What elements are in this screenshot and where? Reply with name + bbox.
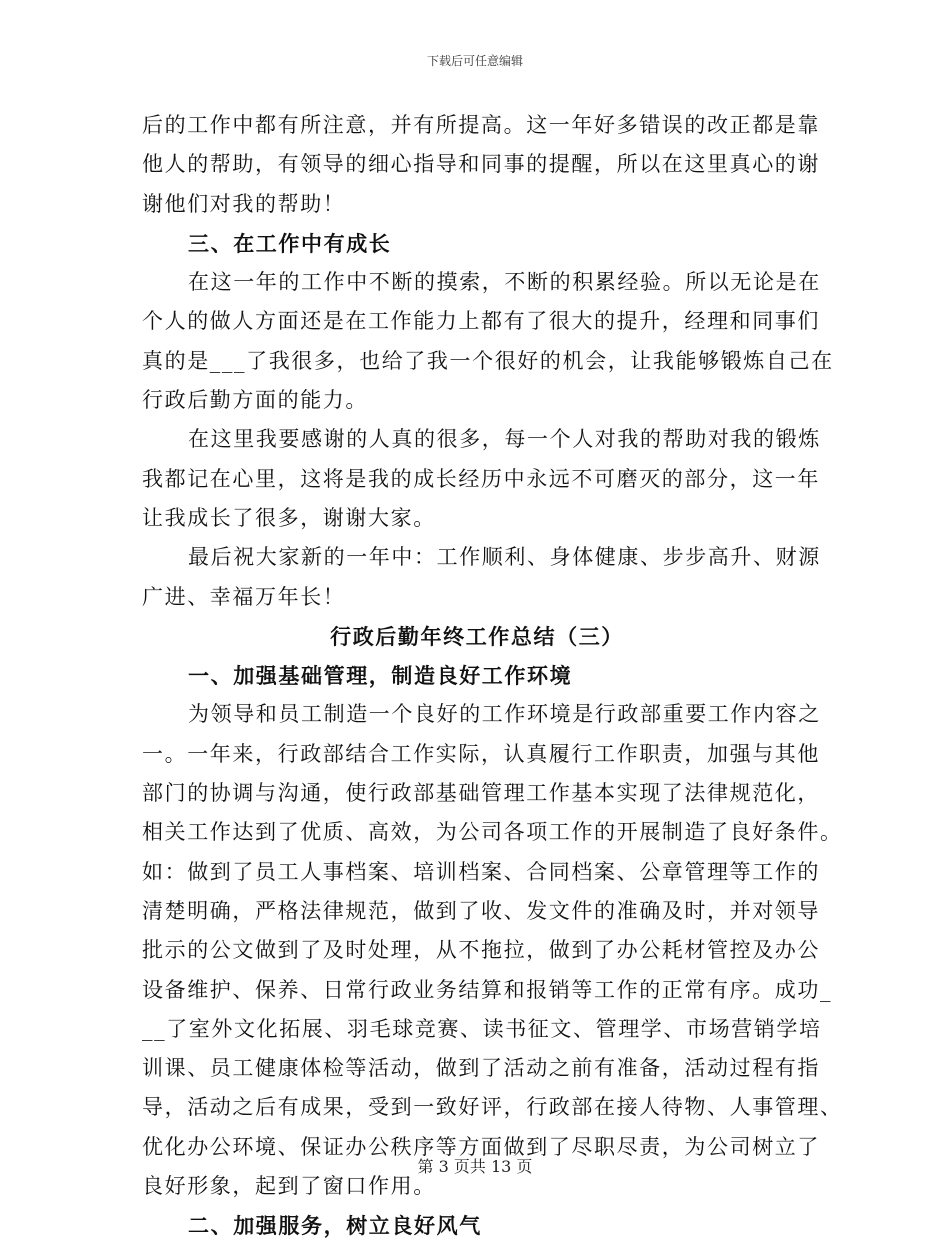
body-line: 良好形象，起到了窗口作用。 [142, 1174, 436, 1199]
body-line: 设备维护、保养、日常行政业务结算和报销等工作的正常有序。成功_ [142, 977, 833, 1002]
body-line: 真的是___了我很多，也给了我一个很好的机会，让我能够锻炼自己在 [142, 348, 834, 373]
body-line: 行政后勤方面的能力。 [142, 388, 368, 413]
body-line: 清楚明确，严格法律规范，做到了收、发文件的准确及时，并对领导 [142, 898, 820, 923]
section-heading: 三、在工作中有成长 [188, 230, 392, 256]
document-body [142, 106, 843, 1246]
body-line: 导，活动之后有成果，受到一致好评，行政部在接人待物、人事管理、 [142, 1095, 843, 1120]
body-line: 谢他们对我的帮助！ [142, 191, 346, 216]
body-line: 部门的协调与沟通，使行政部基础管理工作基本实现了法律规范化， [142, 781, 820, 806]
body-line: 让我成长了很多，谢谢大家。 [142, 505, 436, 530]
body-line: 我都记在心里，这将是我的成长经历中永远不可磨灭的部分，这一年 [142, 466, 820, 491]
section-heading: 二、加强服务，树立良好风气 [188, 1213, 482, 1239]
body-line: 为领导和员工制造一个良好的工作环境是行政部重要工作内容之 [188, 702, 821, 727]
body-line: 他人的帮助，有领导的细心指导和同事的提醒，所以在这里真心的谢 [142, 152, 820, 177]
body-line: 批示的公文做到了及时处理，从不拖拉，做到了办公耗材管控及办公 [142, 938, 820, 963]
body-line: 相关工作达到了优质、高效，为公司各项工作的开展制造了良好条件。 [142, 820, 843, 845]
body-line: 训课、员工健康体检等活动，做到了活动之前有准备，活动过程有指 [142, 1056, 820, 1081]
body-line: 在这一年的工作中不断的摸索，不断的积累经验。所以无论是在 [188, 270, 821, 295]
body-line: 优化办公环境、保证办公秩序等方面做到了尽职尽责，为公司树立了 [142, 1134, 820, 1159]
body-line: 在这里我要感谢的人真的很多，每一个人对我的帮助对我的锻炼 [188, 427, 821, 452]
body-line: 个人的做人方面还是在工作能力上都有了很大的提升，经理和同事们 [142, 309, 820, 334]
page-number: 第 3 页共 13 页 [417, 1157, 533, 1176]
body-line: __了室外文化拓展、羽毛球竞赛、读书征文、管理学、市场营销学培 [142, 1016, 822, 1041]
page-header-note: 下载后可任意编辑 [426, 54, 523, 68]
body-line: 后的工作中都有所注意，并有所提高。这一年好多错误的改正都是靠 [142, 113, 820, 137]
body-line: 如：做到了员工人事档案、培训档案、合同档案、公章管理等工作的 [142, 859, 820, 884]
body-line: 广进、幸福万年长！ [142, 584, 346, 609]
body-line: 一。一年来，行政部结合工作实际，认真履行工作职责，加强与其他 [142, 741, 820, 766]
section-heading: 一、加强基础管理，制造良好工作环境 [188, 663, 573, 689]
body-line: 最后祝大家新的一年中：工作顺利、身体健康、步步高升、财源 [188, 545, 821, 570]
document-title: 行政后勤年终工作总结（三） [330, 623, 624, 649]
